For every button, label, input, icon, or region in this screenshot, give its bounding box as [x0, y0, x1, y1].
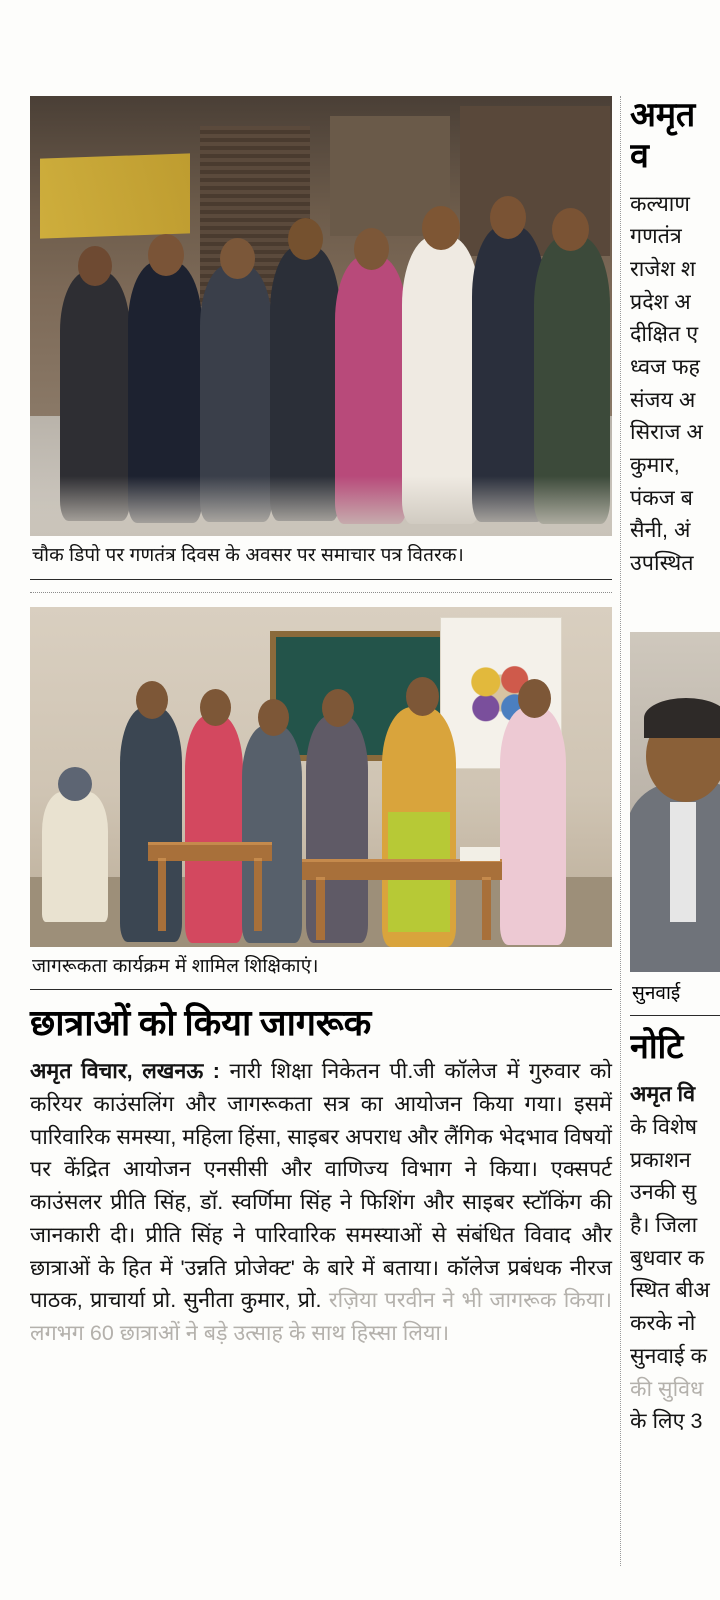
right-line: राजेश श — [630, 256, 696, 281]
right-line: अमृत वि — [630, 1082, 696, 1107]
right-line: सैनी, अं — [630, 518, 691, 543]
right-line: उपस्थित — [630, 550, 694, 575]
right-column-clipped — [630, 96, 720, 1438]
right-line: सुनवाई क — [630, 1343, 708, 1368]
man-portrait-photo — [630, 632, 720, 972]
right-body-lines — [630, 1078, 720, 1437]
right-line: दीक्षित ए — [630, 322, 699, 347]
right-line: ध्वज फह — [630, 354, 700, 379]
right-line: गणतंत्र — [630, 224, 682, 249]
article-headline: छात्राओं को किया जागरूक — [30, 1003, 372, 1044]
top-photo-caption: चौक डिपो पर गणतंत्र दिवस के अवसर पर समाचार पत्र वितरक। — [32, 545, 464, 566]
caption-rule-main — [30, 989, 612, 990]
right-headline: नोटि — [630, 1028, 684, 1066]
right-line: प्रदेश अ — [630, 289, 691, 314]
right-photo-caption: सुनवाई — [632, 982, 681, 1004]
right-line: उनकी सु — [630, 1180, 697, 1205]
right-line: कुमार, — [630, 452, 680, 477]
article-body — [30, 1055, 612, 1349]
right-line: संजय अ — [630, 387, 696, 412]
article-body-text: नारी शिक्षा निकेतन पी.जी कॉलेज में गुरुवार को करियर काउंसलिंग और जागरूकता सत्र का आयोजन किया गया। इसमें पारिवारिक समस्या, महिला हिंसा, साइबर अपराध और लैंगिक भेदभाव विषयों पर केंद्रित आयोजन एनसीसी और वाणिज्य विभाग ने किया। एक्सपर्ट काउंसलर प्रीति सिंह, डॉ. स्वर्णिमा सिंह ने फिशिंग और साइबर स्टॉकिंग की जानकारी दी। प्रीति सिंह ने पारिवारिक समस्याओं से संबंधित विवाद और छात्राओं के हित में 'उन्नति प्रोजेक्ट' के बारे में बताया। कॉलेज प्रबंधक नीरज पाठक, प्राचार्या प्रो. सुनीता कुमार, प्रो. — [30, 1059, 612, 1313]
section-divider-dotted — [30, 592, 612, 593]
right-line: सिराज अ — [630, 420, 703, 445]
article-dateline: अमृत विचार, लखनऊ : — [30, 1059, 220, 1084]
right-line: है। जिला — [630, 1213, 698, 1238]
right-line: के लिए 3 — [630, 1409, 703, 1434]
right-line: स्थित बीअ — [630, 1278, 710, 1303]
classroom-awareness-programme-photo — [30, 607, 612, 947]
right-line: बुधवार क — [630, 1245, 705, 1270]
right-line: करके नो — [630, 1311, 696, 1336]
right-line: की सुविध — [630, 1376, 704, 1401]
caption-rule-top — [30, 579, 612, 580]
group-photo-newspaper-distributors — [30, 96, 612, 536]
right-top-headline: अमृत व — [630, 97, 696, 175]
right-caption-rule — [630, 1015, 720, 1016]
right-line: कल्याण — [630, 191, 690, 216]
right-line: प्रकाशन — [630, 1147, 691, 1172]
left-column — [30, 96, 612, 1350]
right-top-lines — [630, 188, 720, 580]
article-body-faded-text: रज़िया परवीन ने भी जागरूक किया। लगभग 60 छात्राओं ने बड़े उत्साह के साथ हिस्सा लिया। — [30, 1288, 612, 1345]
right-line: के विशेष — [630, 1115, 698, 1140]
column-divider — [620, 96, 621, 1566]
right-line: पंकज ब — [630, 485, 693, 510]
main-photo-caption: जागरूकता कार्यक्रम में शामिल शिक्षिकाएं। — [32, 955, 319, 977]
